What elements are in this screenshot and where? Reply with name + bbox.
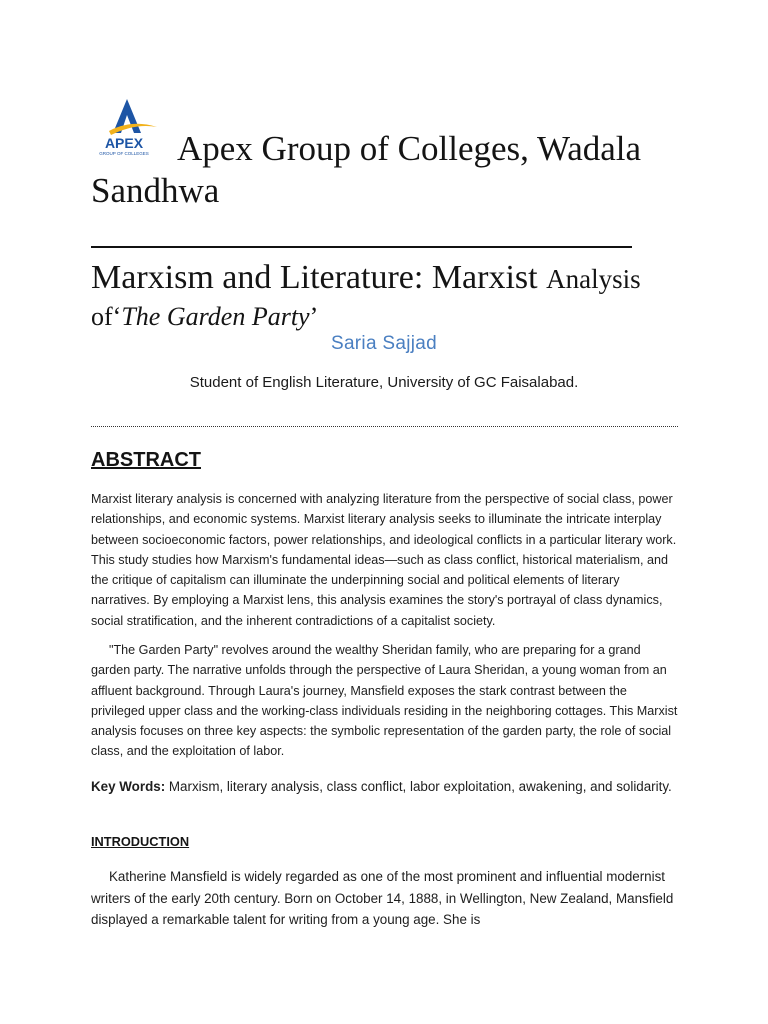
logo-subtext: GROUP OF COLLEGES: [99, 151, 149, 156]
section-divider: [91, 426, 678, 427]
title-main: Marxism and Literature: Marxist: [91, 259, 538, 296]
keywords-label: Key Words:: [91, 779, 166, 794]
introduction-heading: INTRODUCTION: [91, 834, 190, 849]
title-divider: [91, 246, 632, 248]
title-open-quote: ‘: [112, 302, 122, 331]
college-name-line1: Apex Group of Colleges, Wadala: [177, 129, 642, 168]
author-affiliation: Student of English Literature, University of GC Faisalabad.: [189, 374, 579, 391]
college-name-line2: Sandhwa: [91, 171, 220, 210]
title-close-quote: ’: [309, 302, 319, 331]
author-name: Saria Sajjad: [330, 333, 438, 354]
paper-title: [91, 258, 711, 335]
title-italic: The Garden Party: [121, 302, 310, 331]
keywords: [91, 776, 681, 798]
college-name: [91, 128, 691, 212]
logo-text: APEX: [104, 135, 144, 151]
abstract-heading: ABSTRACT: [91, 449, 201, 471]
keywords-text: Marxism, literary analysis, class conflict, labor exploitation, awakening, and solidarity.: [168, 779, 672, 794]
title-main-small: Analysis: [546, 264, 641, 294]
introduction-paragraph: Katherine Mansfield is widely regarded as one of the most prominent and influential modernist writers of the early 20th century. Born on October 14, 1888, in Wellington, New Zealand, Mansfield displayed a remarkable talent for writing from a young age. She is: [91, 869, 674, 927]
abstract-paragraph-1: Marxist literary analysis is concerned with analyzing literature from the perspective of social class, power relationships, and economic systems. Marxist literary analysis seeks to illuminate the intricate interplay between socioeconomic factors, power relationships, and ideological conflicts in a particular literary work. This study studies how Marxism's fundamental ideas—such as class conflict, historical materialism, and the critique of capitalism can illuminate the underpinning social and political elements of literary narratives. By employing a Marxist lens, this analysis examines the story's portrayal of class dynamics, social stratification, and the inherent contradictions of a capitalist society.: [91, 492, 677, 628]
abstract-paragraph-2: "The Garden Party" revolves around the wealthy Sheridan family, who are preparing for a grand garden party. The narrative unfolds through the perspective of Laura Sheridan, a young woman from an affluent background. Through Laura's journey, Mansfield exposes the stark contrast between the privileged upper class and the working-class individuals residing in the neighboring cottages. This Marxist analysis focuses on three key aspects: the symbolic representation of the garden party, the role of social class, and the exploitation of labor.: [91, 643, 678, 759]
title-of: of: [91, 302, 113, 331]
